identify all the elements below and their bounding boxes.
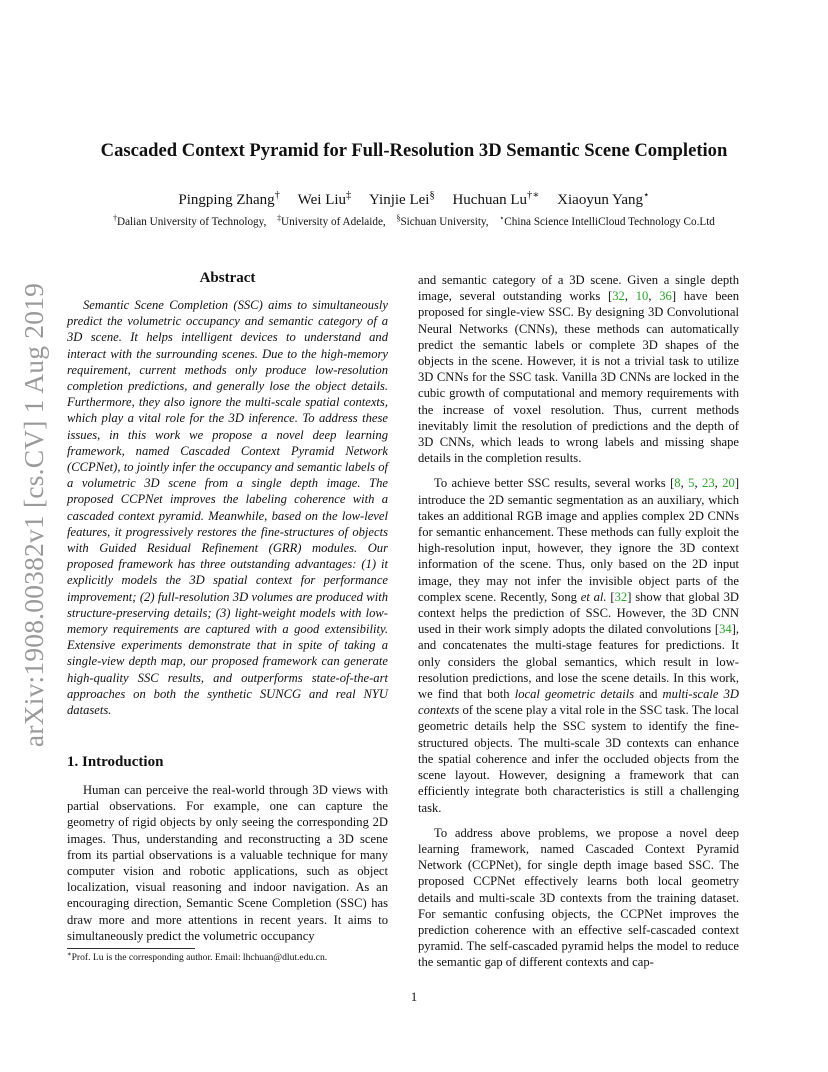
paragraph: To address above problems, we propose a novel deep learning framework, named Cascaded Context Pyramid Network (CCPNet), for single depth image based SSC. The proposed CCPNet effectively learns both local geometry details and multi-scale 3D contexts from the training dataset. For semantic confusing objects, the CCPNet improves the prediction coherence with an effective self-cascaded context pyramid. The self-cascaded pyramid helps the model to reduce the semantic gap of different contexts and cap- (418, 825, 739, 970)
affiliation: ‡University of Adelaide, (277, 213, 386, 228)
paragraph: To achieve better SSC results, several works [8, 5, 23, 20] introduce the 2D semantic segmentation as an auxiliary, which takes an additional RGB image and applies complex 2D CNNs for semantic enhancement. These methods can fully exploit the high-resolution input, however, they ignore the 3D context information of the scene. Thus, only based on the 2D input image, they may not infer the invisible object parts of the complex scene. Recently, Song et al. [32] show that global 3D context helps the prediction of SSC. However, the 3D CNN used in their work simply adopts the dilated convolutions [34], and concatenates the multi-stage features for predictions. It only considers the global semantics, which result in low-resolution predictions, and lose the scene details. In this work, we find that both local geometric details and multi-scale 3D contexts of the scene play a vital role in the SSC task. The local geometric details help the SSC system to identify the fine-structured objects. The multi-scale 3D contexts can enhance the spatial coherence and infer the occluded objects from the scene layout. However, designing a framework that can efficiently integrate both characteristics is still a challenging task. (418, 476, 740, 815)
abstract-body: Semantic Scene Completion (SSC) aims to simultaneously predict the volumetric occupancy and semantic category of a 3D scene. It helps intelligent devices to understand and interact with the surrounding scenes. Due to the high-memory requirement, current methods only produce low-resolution completion predictions, and generally lose the object details. Furthermore, they also ignore the multi-scale spatial contexts, which play a vital role for the 3D inference. To address these issues, in this work we propose a novel deep learning framework, named Cascaded Context Pyramid Network (CCPNet), to jointly infer the occupancy and semantic labels of a volumetric 3D scene from a single depth image. The proposed CCPNet improves the labeling coherence with a cascaded context pyramid. Meanwhile, based on the low-level features, it progressively restores the fine-structures of objects with Guided Residual Refinement (GRR) modules. Our proposed framework has three outstanding advantages: (1) it explicitly models the 3D spatial context for performance improvement; (2) full-resolution 3D volumes are produced with structure-preserving details; (3) light-weight models with low-memory requirements are captured with a good extensibility. Extensive experiments demonstrate that in spite of taking a single-view depth map, our proposed framework can generate high-quality SSC results, and outperforms state-of-the-art approaches on both the synthetic SUNCG and real NYU datasets. (67, 298, 388, 718)
citation[interactable]: 32 (614, 589, 628, 604)
arxiv-watermark: arXiv:1908.00382v1 [cs.CV] 1 Aug 2019 (18, 282, 49, 748)
citation[interactable]: 23 (702, 476, 715, 491)
affiliation-list (0, 213, 828, 228)
intro-paragraph: Human can perceive the real-world through 3D views with partial observations. For example, one can capture the geometry of rigid objects by only seeing the corresponding 2D images. Thus, understanding and reconstructing a 3D scene from its partial observations is a valuable technique for many computer vision and robotic applications, such as object localization, visual reasoning and indoor navigation. As an encouraging direction, Semantic Scene Completion (SSC) has draw more and more attentions in recent years. It aims to simultaneously predict the volumetric occupancy (67, 783, 388, 943)
paper-title: Cascaded Context Pyramid for Full-Resolution 3D Semantic Scene Completion (100, 140, 728, 161)
citation[interactable]: 36 (659, 289, 672, 304)
citation[interactable]: 8 (674, 476, 681, 491)
affiliation: §Sichuan University, (396, 213, 489, 228)
citation[interactable]: 20 (722, 476, 735, 491)
author: Huchuan Lu†∗ (452, 190, 540, 208)
citation[interactable]: 10 (635, 289, 649, 304)
right-column (418, 272, 739, 971)
abstract-heading: Abstract (199, 270, 256, 286)
author: Xiaoyun Yang⋆ (557, 190, 650, 208)
paragraph: and semantic category of a 3D scene. Given a single depth image, several outstanding works [32, 10, 36] have been proposed for single-view SSC. By designing 3D Convolutional Neural Networks (CNNs), these methods can automatically predict the semantic labels or complete 3D shapes of the objects in the scene. However, it is not a trivial task to utilize 3D CNNs for the SSC task. Vanilla 3D CNNs are locked in the cubic growth of computational and memory requirements with the increase of voxel resolution. Thus, current methods inevitably limit the resolution of predictions and the depth of 3D CNNs, which leads to wrong labels and missing shape details in the completion results. (418, 273, 740, 466)
section-heading: 1. Introduction (67, 754, 164, 770)
citation[interactable]: 34 (719, 622, 732, 637)
author: Wei Liu‡ (297, 190, 352, 208)
footnote: ∗Prof. Lu is the corresponding author. Email: lhchuan@dlut.edu.cn. (67, 950, 328, 963)
affiliation: ⋆China Science IntelliCloud Technology Co.Ltd (499, 213, 715, 228)
author: Yinjie Lei§ (369, 190, 435, 208)
footnote-rule (67, 948, 195, 949)
citation[interactable]: 5 (688, 476, 695, 491)
citation[interactable]: 32 (612, 289, 625, 304)
author-list (0, 192, 828, 209)
page-number: 1 (410, 990, 418, 1004)
affiliation: †Dalian University of Technology, (113, 213, 267, 228)
author: Pingping Zhang† (178, 190, 280, 208)
